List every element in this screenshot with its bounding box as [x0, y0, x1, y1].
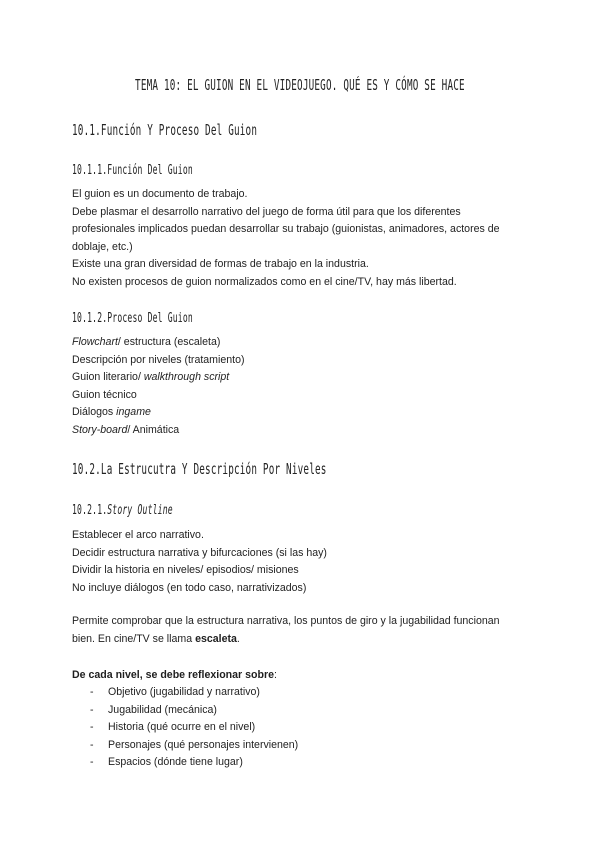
body-line: bien. En cine/TV se llama escaleta. — [72, 632, 240, 645]
reflect-heading: De cada nivel, se debe reflexionar sobre: — [72, 669, 277, 681]
escaleta-paragraph — [72, 613, 528, 648]
list-item: Guion técnico — [72, 388, 137, 401]
body-line: Existe una gran diversidad de formas de trabajo en la industria. — [72, 258, 369, 271]
subsection-1-2-heading: 10.1.2.Proceso Del Guion — [72, 311, 193, 326]
subsection-2-1-heading: 10.2.1.Story Outline — [72, 503, 173, 518]
list-item: - Objetivo (jugabilidad y narrativo) — [90, 684, 298, 702]
list-item: Story-board/ Animática — [72, 423, 180, 436]
subsection-1-1-body — [72, 186, 528, 292]
body-line: Debe plasmar el desarrollo narrativo del juego de forma útil para que los diferentes — [72, 205, 461, 218]
body-line: Dividir la historia en niveles/ episodios/ misiones — [72, 564, 299, 577]
section-2-heading: 10.2.La Estrucutra Y Descripción Por Niveles — [72, 460, 327, 478]
body-line: doblaje, etc.) — [72, 240, 133, 253]
body-line: Decidir estructura narrativa y bifurcaciones (si las hay) — [72, 546, 327, 559]
list-item: - Personajes (qué personajes intervienen) — [90, 737, 298, 755]
body-line: profesionales implicados puedan desarrollar su trabajo (guionistas, animadores, actores de — [72, 223, 500, 236]
subsection-1-1-heading: 10.1.1.Función Del Guion — [72, 163, 193, 178]
list-item: Diálogos ingame — [72, 406, 151, 419]
body-line: No incluye diálogos (en todo caso, narrativizados) — [72, 581, 307, 594]
page-title-text: TEMA 10: EL GUION EN EL VIDEOJUEGO. QUÉ ES Y CÓMO SE HACE — [135, 76, 465, 94]
list-item: - Espacios (dónde tiene lugar) — [90, 754, 298, 772]
list-item: Guion literario/ walkthrough script — [72, 371, 230, 384]
section-1-heading: 10.1.Función Y Proceso Del Guion — [72, 121, 258, 139]
body-line: No existen procesos de guion normalizados como en el cine/TV, hay más libertad. — [72, 275, 457, 288]
page-title — [0, 76, 600, 95]
subsection-2-1-body — [72, 527, 528, 597]
process-list — [72, 334, 528, 440]
list-item: - Historia (qué ocurre en el nivel) — [90, 719, 298, 737]
list-item: Descripción por niveles (tratamiento) — [72, 353, 245, 366]
body-line: Permite comprobar que la estructura narrativa, los puntos de giro y la jugabilidad funcionan — [72, 615, 500, 627]
reflect-list — [90, 684, 298, 772]
list-item: Flowchart/ estructura (escaleta) — [72, 336, 221, 348]
body-line: El guion es un documento de trabajo. — [72, 188, 248, 200]
body-line: Establecer el arco narrativo. — [72, 529, 204, 541]
list-item: - Jugabilidad (mecánica) — [90, 702, 298, 720]
